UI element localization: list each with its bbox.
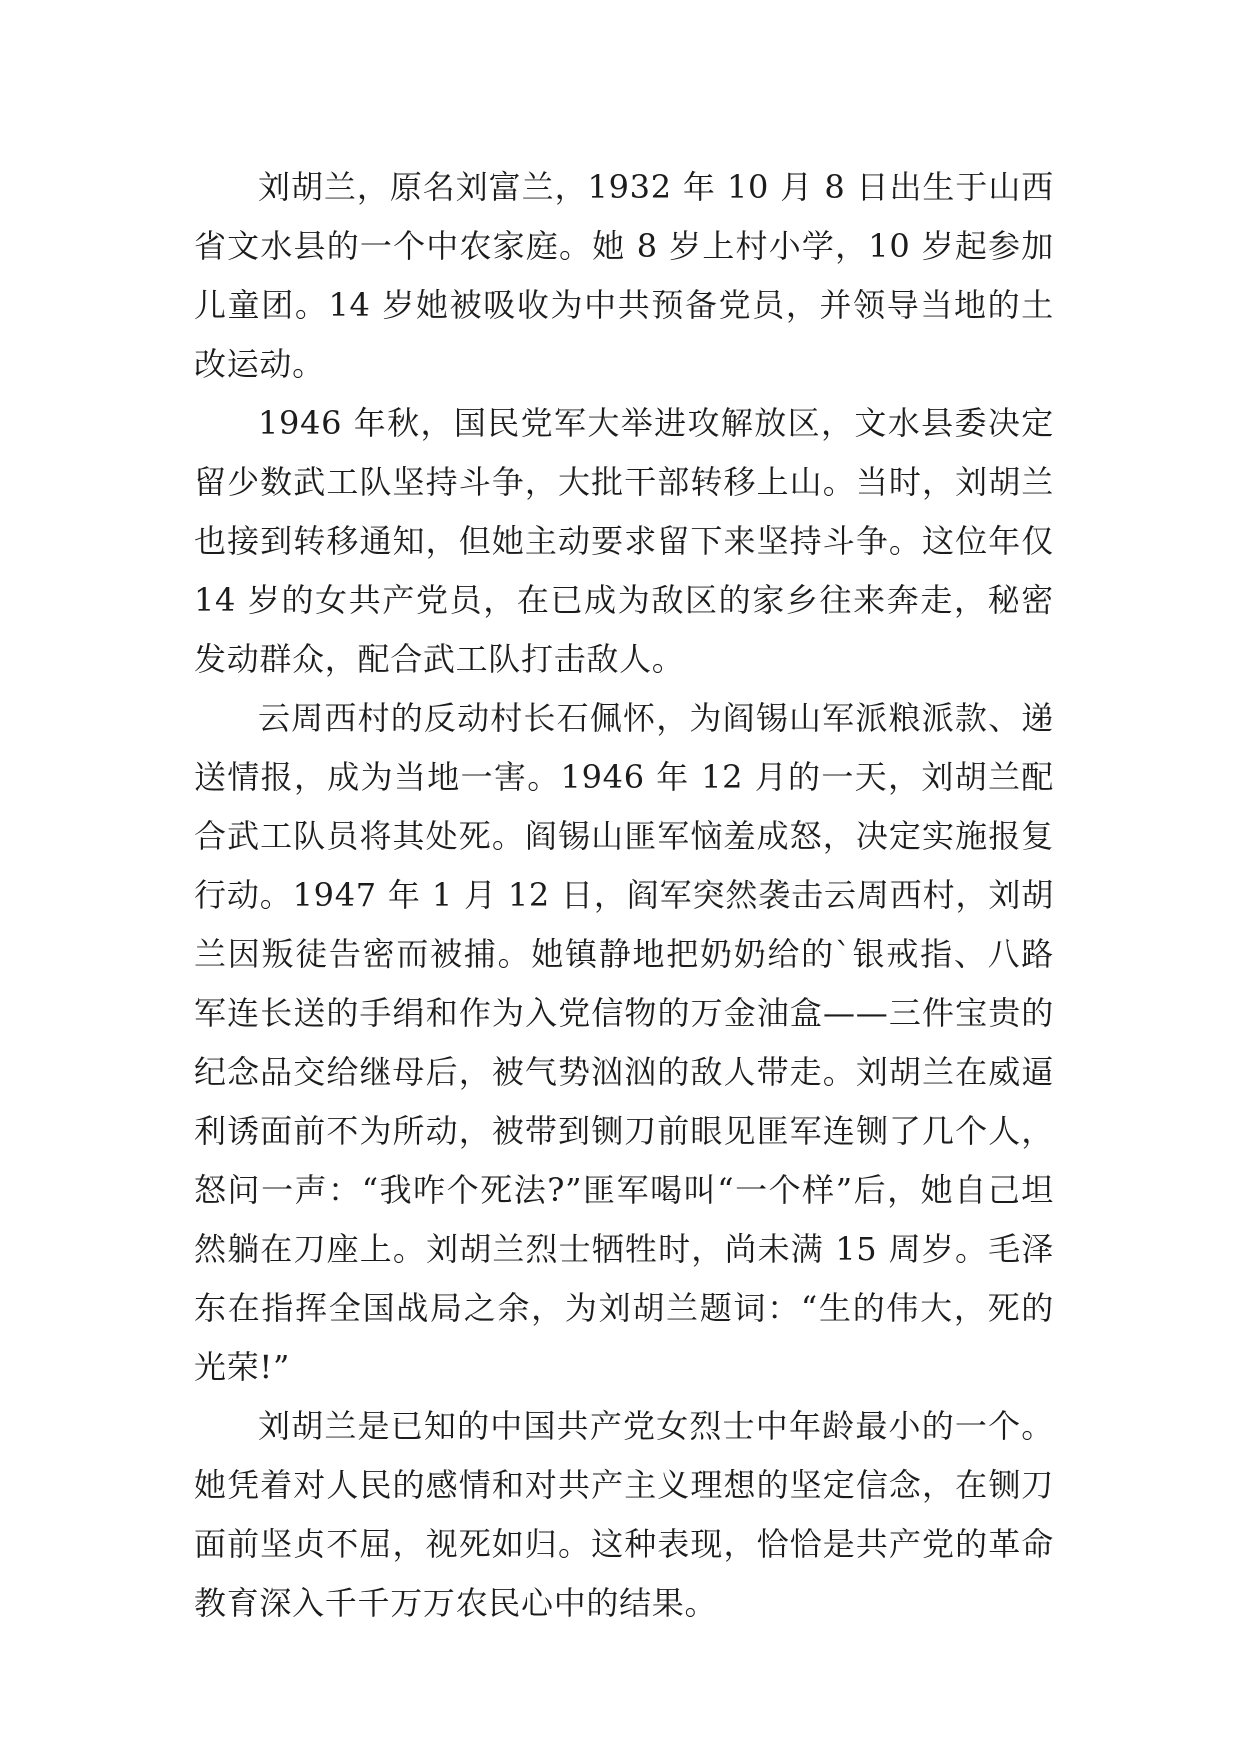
- paragraph-4: 刘胡兰是已知的中国共产党女烈士中年龄最小的一个。她凭着对人民的感情和对共产主义理想的坚定信念，在铡刀面前坚贞不屈，视死如归。这种表现，恰恰是共产党的革命教育深入千千万万农民心中的结果。: [194, 1407, 1054, 1622]
- paragraph-3: 云周西村的反动村长石佩怀，为阎锡山军派粮派款、递送情报，成为当地一害。1946 年 12 月的一天，刘胡兰配合武工队员将其处死。阎锡山匪军恼羞成怒，决定实施报复行动。1947 年 1 月 12 日，阎军突然袭击云周西村，刘胡兰因叛徒告密而被捕。她镇静地把奶奶给的`银戒指、八路军连长送的手绢和作为入党信物的万金油盒——三件宝贵的纪念品交给继母后，被气势汹汹的敌人带走。刘胡兰在威逼利诱面前不为所动，被带到铡刀前眼见匪军连铡了几个人，怒问一声：“我咋个死法?”匪军喝叫“一个样”后，她自己坦然躺在刀座上。刘胡兰烈士牺牲时，尚未满 15 周岁。毛泽东在指挥全国战局之余，为刘胡兰题词：“生的伟大，死的光荣!”: [194, 699, 1054, 1386]
- document-body: [194, 158, 1054, 1633]
- paragraph-1: 刘胡兰，原名刘富兰，1932 年 10 月 8 日出生于山西省文水县的一个中农家庭。她 8 岁上村小学，10 岁起参加儿童团。14 岁她被吸收为中共预备党员，并领导当地的土改运动。: [194, 168, 1054, 383]
- paragraph-2: 1946 年秋，国民党军大举进攻解放区，文水县委决定留少数武工队坚持斗争，大批干部转移上山。当时，刘胡兰也接到转移通知，但她主动要求留下来坚持斗争。这位年仅 14 岁的女共产党员，在已成为敌区的家乡往来奔走，秘密发动群众，配合武工队打击敌人。: [194, 404, 1054, 678]
